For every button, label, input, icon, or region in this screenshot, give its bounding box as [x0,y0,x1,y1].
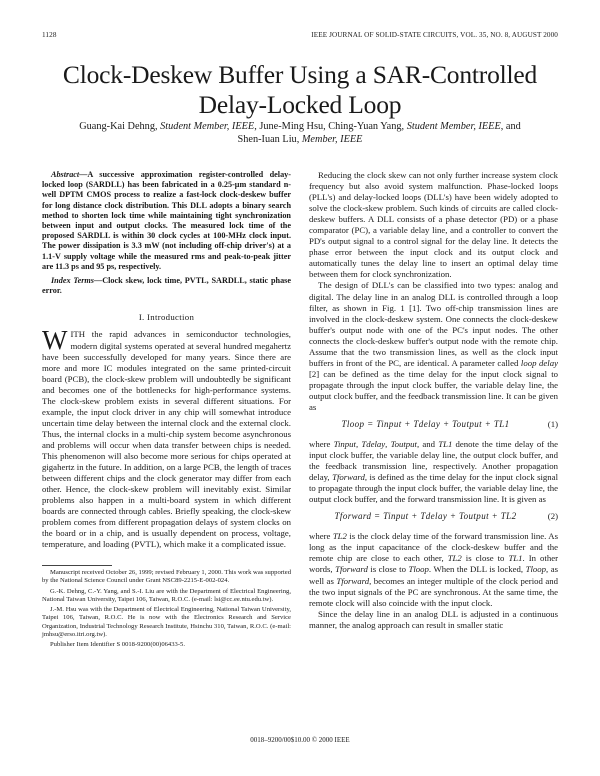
abstract-text: A successive approximation register-controlled delay-locked loop (SARDLL) has been fabricated in a 0.25-μm standard n-well DPTM CMOS process to realize a fast-lock clock-deskew buffer for long distance clock distribution. This DLL adopts a binary search method to shorten lock time while maintaining tight synchronization between input and output clocks. The measured lock time of the proposed SARDLL is within 30 clock cycles at 100-MHz clock input. The power dissipation is 3.3 mW (not including off-chip driver's) at a 1.1-V supply voltage while the measured rms and peak-to-peak jitter are 11.3 ps and 95 ps, respectively. [42,170,291,271]
author-and: , and [500,121,521,132]
symbol: Tdelay [361,439,386,450]
copyright-footer: 0018–9200/00$10.00 © 2000 IEEE [250,736,350,744]
footnote-manuscript: Manuscript received October 26, 1999; revised February 1, 2000. This work was supported by the National Science Council under Grant NSC89-2215-E-002-024. [42,569,291,585]
author-list [50,121,550,146]
intro-text: ITH the rapid advances in semiconductor technologies, modern digital systems operated at several hundred megahertz have been successfully developed for many years. Since there are more and more IC modules integrated on the same printed-circuit board (PCB), the clock-skew problem will undoubtedly be significant and becomes one of the bottlenecks for high-performance systems. The clock-skew problem exists in several different situations. For example, the input clock driver in any chip will somewhat introduce uncertain time delay between the internal clock and the external clock. Thus, the internal clocks in a multi-chip system become asynchronous and problems will occur when data transfer between chips is needed. This phenomenon will also become more serious for chips operated at gigahertz in the future. In addition, on a large PCB, the length of traces between different chips and the clock generator may differ from each other. Hence, the clock-skew problem will inevitably exist. Similar problems also happen in a multi-board system in which different boards are connected through cables. Briefly speaking, the clock-skew problem comes from different propagation delays of system clocks on the board or in a chip, and is usually dependent on process, voltage, temperature, and loading (PVTL), which make it a complicated issue. [42,329,291,550]
symbol: Tforward [336,575,370,586]
drop-cap: W [42,325,68,356]
index-terms [42,276,291,296]
left-column [42,170,291,550]
symbol: Tloop [408,564,429,575]
equation-1-number: (1) [547,419,558,430]
symbol: Tforward [332,472,365,483]
paragraph-5: Since the delay line in an analog DLL is adjusted in a continuous manner, the analog approach can result in smaller static [309,608,558,630]
paragraph-3: where Tinput, Tdelay, Toutput, and TL1 denote the time delay of the input clock buffer, the variable delay line, the output clock buffer, and the feedback transmission line, respectively. Another propagation delay, Tforward, is defined as the time delay for the input clock signal to propagate through the input clock buffer, the variable delay line, the output clock buffer, and the forward transmission line. It is given as [309,439,558,505]
equation-1-expression: Tloop = Tinput + Tdelay + Toutput + TL1 [341,419,510,430]
footnote-affiliation-2: J.-M. Hsu was with the Department of Electrical Engineering, National Taiwan University, Taipei 106, Taiwan, R.O.C. He is now with the Electronics Research and Service Organization, Industrial Technology Research Institute, Hsinchu 310, Taiwan, R.O.C. (e-mail: jmhsu@erso.itri.org.tw). [42,606,291,638]
paper-title: Clock-Deskew Buffer Using a SAR-Controlled Delay-Locked Loop [62,60,538,119]
equation-2-number: (2) [547,511,558,522]
equation-2 [309,507,558,529]
author-1: Guang-Kai Dehng, [79,121,161,132]
loop-delay-term: loop delay [520,357,558,368]
paragraph-4: where TL2 is the clock delay time of the forward transmission line. As long as the input capacitance of the clock-deskew buffer and the remote chip are close to each other, TL2 is close to TL1. In other words, Tforward is close to Tloop. When the DLL is locked, Tloop, as well as Tforward, becomes an integer multiple of the clock period and the two input signals of the PC are synchronous. At the same time, the remote clock will also coincide with the input clock. [309,531,559,608]
right-column [309,170,558,631]
footnote-rule [42,565,112,566]
page-number: 1128 [42,31,57,39]
author-4: Shen-Iuan Liu, [237,133,302,145]
symbol: Tloop [525,564,547,575]
symbol: TL2 [447,553,462,564]
paragraph-2: The design of DLL's can be classified into two types: analog and digital. The delay line in an analog DLL is controlled through a loop filter, as shown in Fig. 1 [1]. Two off-chip transmission lines are involved in the clock-deskew system. One connects the clock-deskew buffer's output node with one of the PC's input nodes. The other connects the clock-deskew buffer's output node with the remote chip. Assume that the two transmission lines, as well as the clock input buffers in front of the PC, are identical. A parameter called loop delay [2] can be defined as the time delay for the input clock signal to propagate through the input clock buffer, the variable delay line, the output clock buffer, and the feedback transmission line. It can be given as [309,280,558,412]
intro-paragraph [42,325,291,550]
footnote-affiliation-1: G.-K. Dehng, C.-Y. Yang, and S.-I. Liu are with the Department of Electrical Engineering, National Taiwan University, Taipei 106, Taiwan, R.O.C. (e-mail: lsi@cc.ee.ntu.edu.tw). [42,587,291,603]
equation-1 [309,415,558,437]
index-terms-label: Index Terms— [51,276,103,286]
paragraph-1: Reducing the clock skew can not only further increase system clock frequency but also avoid system malfunction. Phase-locked loops (PLL's) and delay-locked loops (DLL's) have been widely adopted to solve the clock-skew problem. Such kinds of circuits are called clock-deskew buffers. A DLL consists of a phase detector (PD) or a phase comparator (PC), a variable delay line, and a controller to convert the PD's output signal to a control signal for the delay line. It detects the phase error between the input clock and its output clock and automatically tunes the delay line to insert an optimal delay time between them for clock synchronization. [309,170,558,280]
abstract [42,170,291,272]
footnotes [42,565,291,652]
footnote-publisher-id: Publisher Item Identifier S 0018-9200(00)06433-5. [50,641,185,649]
author-1-role: Student Member, IEEE [160,121,255,132]
author-4-role: Member, IEEE [301,133,363,145]
abstract-label: Abstract— [51,170,88,179]
symbol: Tforward [335,564,368,575]
symbol: Toutput [390,439,417,450]
symbol: TL1 [438,439,453,450]
section-heading: I. Introduction [138,312,195,323]
running-header [42,31,558,43]
journal-header: IEEE JOURNAL OF SOLID-STATE CIRCUITS, VOL. 35, NO. 8, AUGUST 2000 [311,31,558,39]
equation-2-expression: Tforward = Tinput + Tdelay + Toutput + TL2 [334,511,517,522]
author-3-role: Student Member, IEEE [406,121,501,132]
symbol: TL1 [508,553,523,564]
symbol: Tinput [333,439,356,450]
symbol: TL2 [332,531,347,542]
author-2-3: , June-Ming Hsu, Ching-Yuan Yang, [254,121,407,132]
index-terms-text: Clock skew, lock time, PVTL, SARDLL, static phase error. [42,276,292,296]
